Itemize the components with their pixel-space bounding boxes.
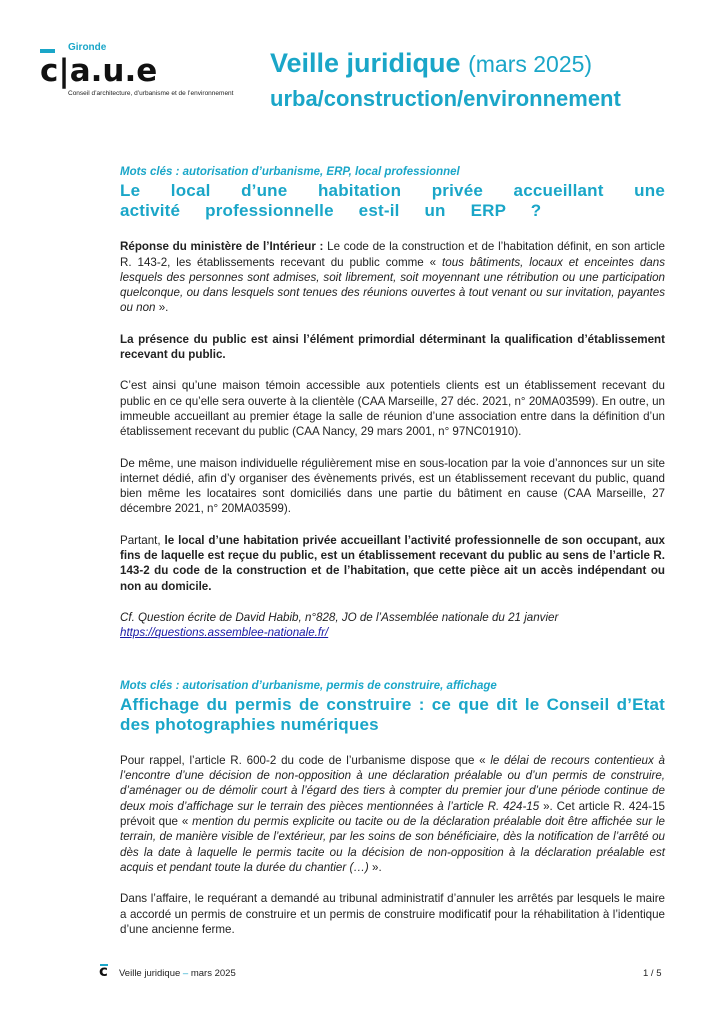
page-subtitle: urba/construction/environnement: [270, 86, 621, 111]
page-title-main: Veille juridique: [270, 48, 461, 78]
quote-run: tous bâtiments, locaux et enceintes dans lesquels des personnes sont admises, soit librement, soit moyennant une rétribution ou une participation quelconque, ou dans lesquels sont tenues des réunions ouvertes à tout venant ou sur invitation, payantes ou non: [120, 255, 665, 315]
text-run: Pour rappel, l’article R. 600-2 du code de l’urbanisme dispose que «: [120, 753, 491, 767]
text-run: Partant,: [120, 533, 165, 547]
bold-conclusion: le local d’une habitation privée accueillant l’activité professionnelle de son occupant, aux fins de laquelle est reçue du public, est un établissement recevant du public au sens de l’article R. 143-2 du code de la construction et de l’habitation, que cette pièce ait un accès indépendant ou non au domicile.: [120, 533, 665, 593]
page-title: [270, 48, 592, 79]
logo-wordmark: c|a.u.e: [40, 53, 158, 89]
page-title-date: (mars 2025): [468, 51, 593, 77]
paragraph-bold: La présence du public est ainsi l’élément primordial déterminant la qualification d’établissement recevant du public.: [120, 332, 665, 362]
footer-logo: c: [99, 962, 108, 980]
main-content: [120, 165, 665, 953]
footer-label: [119, 968, 236, 979]
text-run: ». Cet article R. 424-15 prévoit que «: [120, 799, 666, 829]
reference: [120, 610, 665, 641]
footer-separator: –: [182, 968, 189, 979]
paragraph: [120, 239, 665, 315]
paragraph: [120, 533, 665, 594]
quote-run: mention du permis explicite ou tacite ou de la déclaration préalable doit être affichée sur le terrain, de manière visible de l’extérieur, par les soins de son bénéficiaire, dès la notification de l’arrêté ou dès la date à laquelle le permis tacite ou la décision de non-opposition à la déclaration préalable est acquis et pendant toute la durée du chantier (…): [120, 815, 665, 874]
paragraph: C’est ainsi qu’une maison témoin accessible aux potentiels clients est un établissement recevant du public en ce qu’elle sera ouverte à la clientèle (CAA Marseille, 27 déc. 2021, n° 20MA03599). En outre, un immeuble accueillant au premier étage la salle de réunion d’une association entre dans la définition d’un établissement recevant du public (CAA Nancy, 29 mars 2001, n° 97NC01910).: [120, 379, 665, 439]
reference-link[interactable]: https://questions.assemblee-nationale.fr/: [120, 626, 329, 640]
text-run: ».: [155, 301, 169, 315]
logo-subtitle: Conseil d’architecture, d’urbanisme et de l’environnement: [68, 90, 234, 97]
article-affichage: [120, 679, 665, 938]
text-run: Le code de la construction et de l’habitation définit, en son article R. 143-2, les établissements recevant du public comme «: [120, 240, 666, 269]
paragraph: [120, 753, 665, 875]
reference-text: Cf. Question écrite de David Habib, n°828, JO de l’Assemblée nationale du 21 janvier: [120, 610, 559, 624]
text-run: ».: [368, 860, 382, 874]
article-keywords: Mots clés : autorisation d’urbanisme, permis de construire, affichage: [120, 679, 497, 692]
article-keywords: Mots clés : autorisation d’urbanisme, ERP, local professionnel: [120, 166, 460, 178]
page-number: 1 / 5: [643, 968, 662, 979]
bold-lead: Réponse du ministère de l’Intérieur :: [120, 240, 324, 254]
quote-run: le délai de recours contentieux à l’encontre d’une décision de non-opposition à une déclaration préalable ou d’un permis de construire, d’aménager ou de démolir court à l’égard des tiers à compter du premier jour d’une période continue de deux mois d’affichage sur le terrain des pièces mentionnées à l’article R. 424-15: [120, 753, 665, 813]
article-erp: [120, 165, 665, 641]
footer-title: Veille juridique: [119, 968, 181, 979]
article-title: Le local d’une habitation privée accueillant une activité professionnelle est-il un ERP ?: [120, 181, 665, 221]
paragraph: De même, une maison individuelle régulièrement mise en sous-location par la voie d’annonces sur un site internet dédié, afin d’y organiser des évènements privés, est un établissement recevant du public, quand bien même les locataires sont domiciliés dans une partie du bâtiment en cause (CAA Marseille, 27 décembre 2021, n° 20MA03599).: [120, 456, 665, 516]
logo-region: Gironde: [68, 42, 107, 53]
footer-date: mars 2025: [190, 968, 236, 979]
article-title: Affichage du permis de construire : ce que dit le Conseil d’Etat des photographies numériques: [120, 694, 665, 734]
paragraph: Dans l’affaire, le requérant a demandé au tribunal administratif d’annuler les arrêtés par lesquels le maire a accordé un permis de construire et un permis de construire modificatif pour la réhabilitation à l’identique d’une ancienne ferme.: [120, 892, 665, 936]
